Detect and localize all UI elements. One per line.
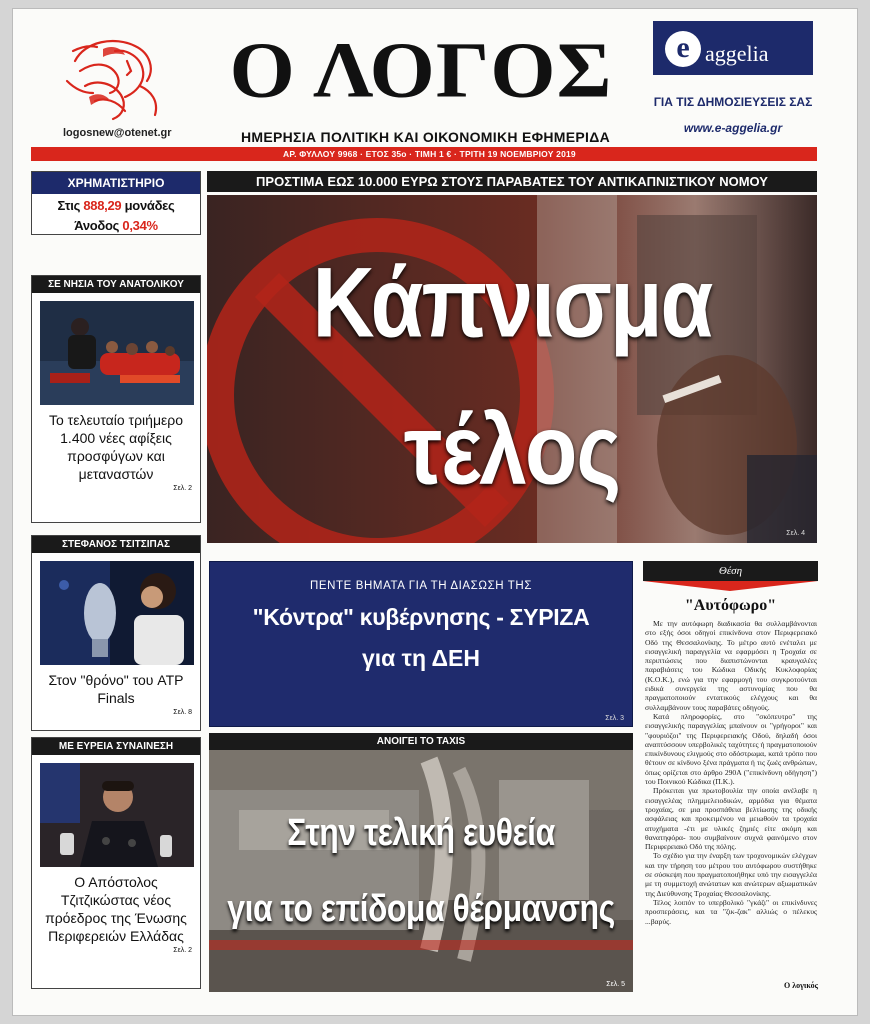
taxis-headline-line2: για το επίδομα θέρμανσης	[227, 886, 615, 930]
newspaper-subtitle: ΗΜΕΡΗΣΙΑ ΠΟΛΙΤΙΚΗ ΚΑΙ ΟΙΚΟΝΟΜΙΚΗ ΕΦΗΜΕΡΙΔΑ	[241, 129, 610, 145]
editorial-paragraph: Τέλος λοιπόν το υπερβολικό "γκάζι" οι επικίνδυνες προσπεράσεις, και τα "ζικ-ζακ" αλλιώς ο πέλεκυς ...βαρύς.	[645, 897, 817, 926]
refugee-boat-photo	[40, 301, 194, 405]
story-caption: Το τελευταίο τριήμερο 1.400 νέες αφίξεις προσφύγων και μεταναστών	[48, 412, 184, 482]
stock-change	[32, 218, 200, 234]
story-heating-allowance[interactable]	[209, 750, 633, 992]
politician-press-photo	[40, 763, 194, 867]
side-story-tsitsipas[interactable]	[31, 535, 201, 731]
ad-url: www.e-aggelia.gr	[683, 121, 783, 135]
story-kicker: ΣΤΕΦΑΝΟΣ ΤΣΙΤΣΙΠΑΣ	[32, 536, 200, 553]
stock-market-box	[31, 171, 201, 235]
stock-points-prefix: Στις	[57, 198, 81, 213]
editorial-paragraph: Το σχέδιο για την έναρξη των τροχονομικών ελέγχων και την τήρηση του μέτρου του αυτόφωρου συστήθηκε σε σύσκεψη που πραγματοποιήθηκε υπό την εισαγγελέα με τη συμμετοχή ανώτατων και ανώτερων αξιωματικών της Διεύθυνσης Τροχαίας Θεσσαλονίκης.	[645, 851, 817, 898]
editorial-header: Θέση	[643, 561, 818, 581]
editorial-title: "Αυτόφωρο"	[684, 597, 777, 614]
stock-change-value: 0,34%	[122, 218, 158, 233]
stock-change-prefix: Άνοδος	[74, 218, 120, 233]
lead-story-smoking[interactable]	[207, 195, 817, 543]
story-caption: Στον "θρόνο" του ATP Finals	[48, 672, 184, 706]
lead-strap: ΠΡΟΣΤΙΜΑ ΕΩΣ 10.000 ΕΥΡΩ ΣΤΟΥΣ ΠΑΡΑΒΑΤΕΣ ΤΟΥ ΑΝΤΙΚΑΠΝΙΣΤΙΚΟΥ ΝΟΜΟΥ	[207, 171, 817, 192]
stock-points-value: 888,29	[83, 198, 122, 213]
aggelia-wordmark: aggelia	[705, 41, 769, 66]
editorial-paragraph: Κατά πληροφορίες, στο "σκόπευτρο" της εισαγγελικής παραγγελίας μπαίνουν οι "γρήγοροι" και "φουριόζοι" της Περιφερειακής Οδού, δηλαδή όσοι αναπτύσσουν υπερβολικές ταχύτητες ή πραγματοποιούν επικίνδυνους ελιγμούς στο οδόστρωμα, κατά τρόπο που θέτουν σε κίνδυνο ξένα πράγματα ή τις ζωές ανθρώπων, όπως ορίζεται στο άρθρο 290Α ("επικίνδυνη οδήγηση") του Ποινικού Κώδικα (Π.Κ.).	[645, 711, 817, 787]
lead-headline-line1: Κάπνισμα	[312, 247, 712, 359]
newspaper-front-page	[12, 8, 858, 1016]
page-reference: Σελ. 3	[605, 715, 624, 722]
ad-tagline: ΓΙΑ ΤΙΣ ΔΗΜΟΣΙΕΥΣΕΙΣ ΣΑΣ	[653, 95, 813, 109]
story-kicker: ΣΕ ΝΗΣΙΑ ΤΟΥ ΑΝΑΤΟΛΙΚΟΥ	[32, 276, 200, 293]
dei-headline-line1: "Κόντρα" κυβέρνησης - ΣΥΡΙΖΑ	[252, 604, 590, 630]
stock-header: ΧΡΗΜΑΤΙΣΤΗΡΙΟ	[32, 172, 200, 194]
editorial-signature: Ο λογικός	[784, 981, 818, 990]
tennis-trophy-photo	[40, 561, 194, 665]
stock-points	[32, 194, 200, 218]
dei-kicker: ΠΕΝΤΕ ΒΗΜΑΤΑ ΓΙΑ ΤΗ ΔΙΑΣΩΣΗ ΤΗΣ	[309, 580, 533, 592]
side-story-refugees[interactable]	[31, 275, 201, 523]
stock-points-suffix: μονάδες	[124, 198, 175, 213]
editorial-paragraph: Με την αυτόφωρη διαδικασία θα συλλαμβάνονται στο εξής όσοι οδηγοί επικίνδυνα στον Περιφερειακό Οδό της Θεσσαλονίκης. Το μέτρο αυτό ενέταλει με εισαγγελική παραγγελία να εφαρμόσει η Τροχαία σε περιπτώσεις που διαπιστώνονται κραυγαλέες παραβιάσεις του Κώδικα Οδικής Κυκλοφορίας (Κ.Ο.Κ.), ενώ για την εφαρμογή του συγκροτούνται ειδικά συνεργεία της αστυνομίας που θα πραγματοποιούν εντατικούς ελέγχους και θα συλλαμβάνουν τους παραβάτες οδηγούς.	[645, 619, 817, 712]
page-reference: Σελ. 2	[173, 485, 192, 492]
logo-faces-illustration	[55, 31, 173, 126]
taxis-headline-line1: Στην τελική ευθεία	[287, 810, 555, 854]
page-reference: Σελ. 5	[606, 981, 625, 988]
issue-info: ΑΡ. ΦΥΛΛΟΥ 9968 · ΕΤΟΣ 35ο · ΤΙΜΗ 1 € · ΤΡΙΤΗ 19 ΝΟΕΜΒΡΙΟΥ 2019	[283, 149, 576, 159]
e-letter-icon: e	[665, 31, 701, 67]
taxis-strap: ΑΝΟΙΓΕΙ ΤΟ TAXIS	[209, 733, 633, 750]
side-story-tzitzikostas[interactable]	[31, 737, 201, 989]
editorial-paragraph: Πρόκειται για πρωτοβουλία την οποία ανέλαβε η εισαγγελέας πλημμελειοδικών, αρμόδια για θέματα τροχαίας, σε μια προσπάθεια βελτίωσης της οδικής ασφάλειας και προκειμένου να μειωθούν τα τροχαία ατυχήματα -έτι με υλικές ζημιές είτε ακόμη και θανατηφόρα- που συμβαίνουν συχνά φαινόμενο στον Περιφερειακό Οδό της πόλης.	[645, 786, 817, 852]
page-reference: Σελ. 4	[786, 530, 805, 537]
editorial-body	[645, 619, 817, 981]
lead-headline-line2: τέλος	[403, 394, 621, 506]
story-caption: Ο Απόστολος Τζιτζικώστας νέος πρόεδρος της Ένωσης Περιφερειών Ελλάδας	[45, 874, 187, 944]
page-reference: Σελ. 8	[173, 709, 192, 716]
newspaper-title: Ο ΛΟΓΟΣ	[229, 26, 613, 115]
editorial-header-pointer	[643, 581, 818, 591]
dei-headline-line2: για τη ΔΕΗ	[361, 645, 481, 671]
email-address: logosnew@otenet.gr	[63, 127, 172, 139]
e-aggelia-ad-logo	[653, 21, 813, 75]
page-reference: Σελ. 2	[173, 947, 192, 954]
story-dei[interactable]	[209, 561, 633, 727]
fuel-truck-photo	[209, 750, 633, 992]
story-kicker: ΜΕ ΕΥΡΕΙΑ ΣΥΝΑΙΝΕΣΗ	[32, 738, 200, 755]
